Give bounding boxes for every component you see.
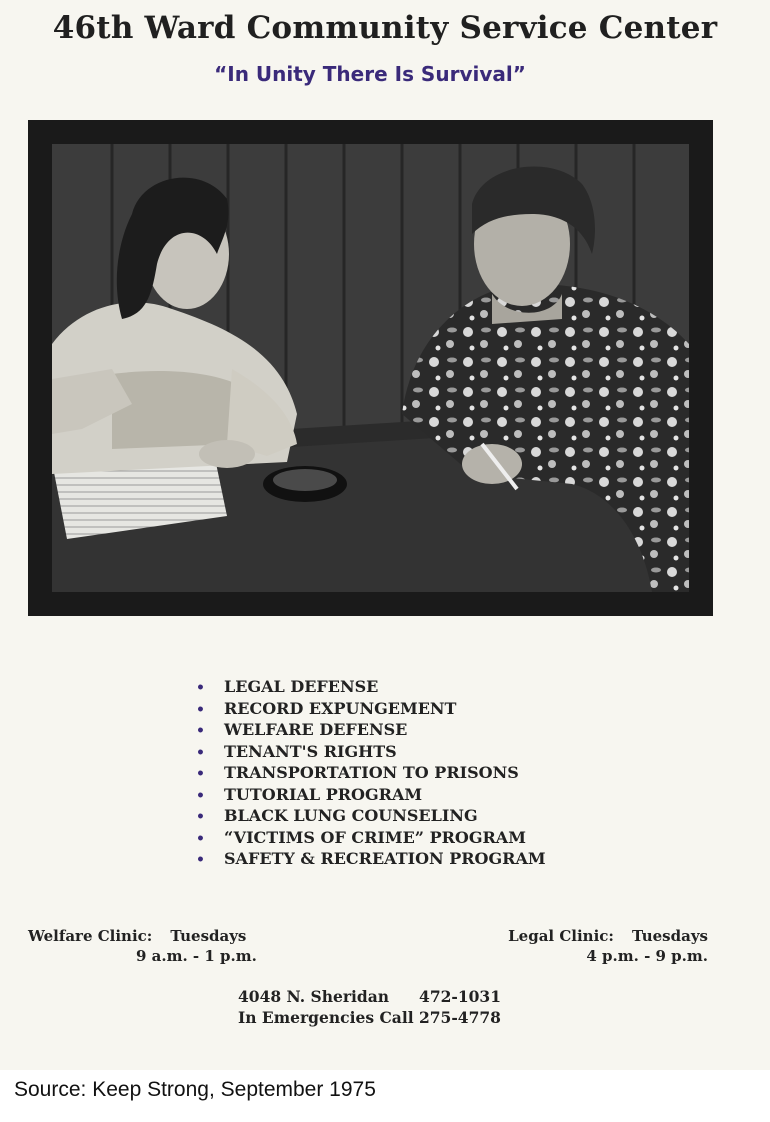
contact-info — [238, 986, 501, 1028]
emergency-line: In Emergencies Call 275-4778 — [238, 1008, 501, 1027]
bullet-icon: • — [196, 830, 205, 847]
list-item — [196, 676, 546, 698]
legal-clinic-hours: 4 p.m. - 9 p.m. — [586, 947, 708, 965]
list-item — [196, 805, 546, 827]
service-label: WELFARE DEFENSE — [224, 720, 408, 739]
address: 4048 N. Sheridan — [238, 987, 390, 1006]
list-item — [196, 719, 546, 741]
bullet-icon: • — [196, 809, 205, 825]
welfare-clinic-day: Tuesdays — [170, 927, 247, 945]
phone-number: 472-1031 — [419, 987, 501, 1006]
service-label: SAFETY & RECREATION PROGRAM — [224, 849, 546, 868]
bullet-icon: • — [196, 787, 205, 804]
services-list — [196, 676, 546, 870]
service-label: TUTORIAL PROGRAM — [224, 784, 423, 804]
list-item — [196, 848, 546, 870]
photo-frame — [28, 120, 713, 616]
bullet-icon: • — [196, 744, 205, 761]
service-label: TRANSPORTATION TO PRISONS — [224, 763, 519, 782]
service-label: LEGAL DEFENSE — [224, 677, 379, 696]
service-label: TENANT'S RIGHTS — [224, 741, 397, 761]
service-label: “VICTIMS OF CRIME” PROGRAM — [224, 827, 526, 847]
service-label: BLACK LUNG COUNSELING — [224, 806, 478, 825]
motto: “In Unity There Is Survival” — [214, 62, 526, 86]
welfare-clinic-hours: 9 a.m. - 1 p.m. — [136, 947, 257, 965]
bullet-icon: • — [196, 852, 205, 868]
welfare-clinic-label: Welfare Clinic: — [28, 927, 153, 945]
bullet-icon: • — [196, 723, 205, 739]
list-item — [196, 698, 546, 720]
legal-clinic — [508, 926, 708, 966]
service-label: RECORD EXPUNGEMENT — [224, 698, 457, 718]
legal-clinic-label: Legal Clinic: — [508, 927, 614, 945]
page-title: 46th Ward Community Service Center — [52, 10, 718, 46]
legal-clinic-day: Tuesdays — [631, 927, 708, 945]
welfare-clinic — [28, 926, 257, 966]
bullet-icon: • — [196, 680, 205, 696]
bullet-icon: • — [196, 766, 205, 782]
list-item — [196, 827, 546, 849]
list-item — [196, 741, 546, 763]
photo-two-women-at-table-icon — [52, 144, 689, 592]
list-item — [196, 784, 546, 806]
source-caption: Source: Keep Strong, September 1975 — [14, 1078, 376, 1101]
list-item — [196, 762, 546, 784]
bullet-icon: • — [196, 701, 205, 718]
